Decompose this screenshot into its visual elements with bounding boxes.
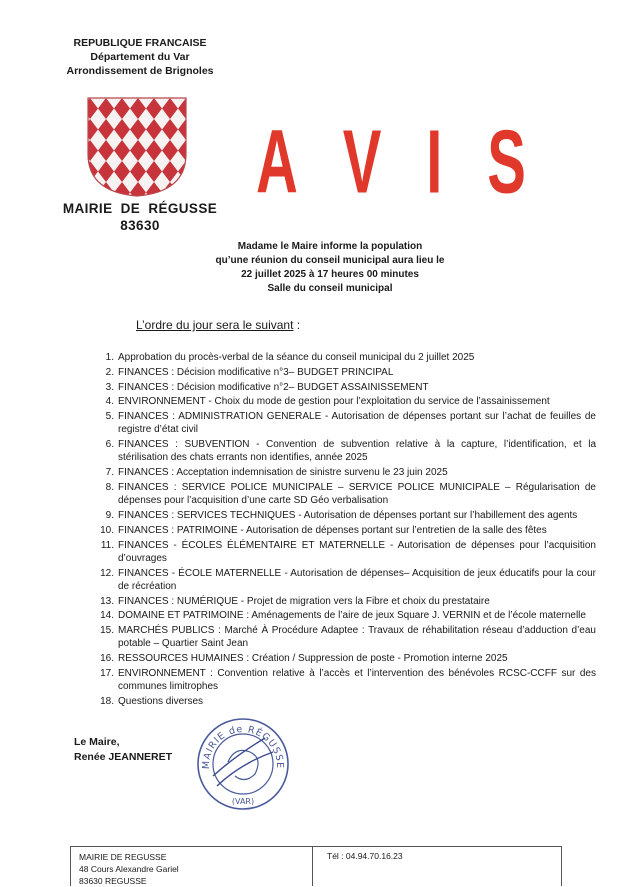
agenda-item	[96, 466, 596, 479]
agenda-item	[96, 395, 596, 408]
agenda-item	[96, 438, 596, 464]
agenda-item-text: FINANCES - ÉCOLE MATERNELLE - Autorisation de dépenses– Acquisition de jeux éducatifs pour la cour de récréation	[118, 567, 596, 592]
agenda-item-text: MARCHÉS PUBLICS : Marché À Procédure Adaptee : Travaux de réhabilitation réseau d’adduction d’eau potable – Quartier Saint Jean	[118, 625, 596, 650]
agenda-item-number: 10.	[100, 524, 114, 536]
agenda-item-number: 8.	[105, 481, 114, 493]
announcement-line: Madame le Maire informe la population	[237, 241, 423, 252]
footer-address	[79, 851, 179, 887]
avis-letter: S	[487, 111, 526, 213]
signature-block	[74, 735, 172, 765]
footer-address-line: MAIRIE DE REGUSSE	[79, 852, 167, 862]
agenda-item	[96, 366, 596, 379]
agenda-item-text: FINANCES : PATRIMOINE - Autorisation de dépenses portant sur l’entretien de la salle des fêtes	[118, 524, 547, 536]
announcement-line: 22 juillet 2025 à 17 heures 00 minutes	[241, 269, 419, 280]
agenda-item	[96, 652, 596, 665]
agenda-item	[96, 624, 596, 650]
footer-phone: Tél : 04.94.70.16.23	[327, 851, 403, 861]
avis-letter: A	[256, 111, 298, 213]
agenda-item-text: Questions diverses	[118, 695, 204, 707]
agenda-item-number: 14.	[100, 610, 114, 622]
header-block	[40, 36, 240, 78]
mairie-block	[50, 200, 230, 234]
agenda-item	[96, 539, 596, 565]
agenda-item-text: FINANCES - ÉCOLES ÉLÉMENTAIRE ET MATERNELLE - Autorisation de dépenses pour l’acquisition d’ouvrages	[118, 539, 596, 564]
agenda-item	[96, 695, 596, 708]
agenda-item-text: FINANCES : ADMINISTRATION GENERALE - Autorisation de dépenses portant sur l’achat de feuilles de registre d’état civil	[118, 411, 596, 436]
avis-letter: V	[342, 111, 382, 213]
agenda-item-text: FINANCES : Acceptation indemnisation de sinistre survenu le 23 juin 2025	[118, 467, 448, 479]
footer-divider	[312, 847, 313, 886]
agenda-list	[96, 351, 596, 710]
avis-letter: I	[426, 111, 443, 213]
agenda-item-number: 2.	[105, 366, 114, 378]
agenda-item	[96, 481, 596, 507]
signature-title: Le Maire,	[74, 736, 120, 748]
coat-of-arms-icon	[84, 96, 190, 198]
agenda-item-number: 16.	[100, 653, 114, 665]
agenda-item-number: 17.	[100, 667, 114, 679]
agenda-item	[96, 609, 596, 622]
agenda-item	[96, 595, 596, 608]
agenda-item-text: FINANCES : SERVICE POLICE MUNICIPALE – SERVICE POLICE MUNICIPALE – Régularisation de dépenses pour l’acquisition d’une carte SD Géo verbalisation	[118, 481, 596, 507]
agenda-item-text: DOMAINE ET PATRIMOINE : Aménagements de l’aire de jeux Square J. VERNIN et de l’école maternelle	[118, 610, 586, 622]
agenda-item-number: 9.	[105, 509, 114, 521]
agenda-item-text: FINANCES : SUBVENTION - Convention de subvention relative à la capture, l’identification, et la stérilisation des chats errants non identifies, année 2025	[118, 439, 596, 464]
agenda-item	[96, 667, 596, 693]
announcement	[180, 240, 480, 296]
agenda-item-number: 11.	[100, 539, 114, 551]
agenda-item-text: FINANCES : Décision modificative n°3– BUDGET PRINCIPAL	[118, 366, 394, 378]
agenda-item-text: RESSOURCES HUMAINES : Création / Suppression de poste - Promotion interne 2025	[118, 653, 508, 665]
announcement-line: Salle du conseil municipal	[267, 283, 393, 294]
header-republique: REPUBLIQUE FRANCAISE	[73, 37, 207, 49]
agenda-item-number: 18.	[100, 695, 114, 707]
agenda-item-number: 4.	[105, 396, 114, 408]
agenda-item-text: Approbation du procès-verbal de la séance du conseil municipal du 2 juillet 2025	[118, 352, 475, 363]
agenda-item-number: 5.	[105, 411, 114, 423]
agenda-item	[96, 567, 596, 593]
footer	[70, 846, 562, 886]
ordre-du-jour-label: L’ordre du jour sera le suivant	[136, 318, 294, 332]
header-arrondissement: Arrondissement de Brignoles	[66, 65, 214, 77]
svg-text:MAIRIE de RÉGUSSE: MAIRIE de RÉGUSSE	[200, 723, 286, 770]
signature-name: Renée JEANNERET	[74, 751, 173, 763]
svg-text:(VAR): (VAR)	[231, 797, 255, 806]
agenda-item-text: FINANCES : Décision modificative n°2– BUDGET ASSAINISSEMENT	[118, 381, 429, 393]
agenda-item	[96, 351, 596, 364]
agenda-item-number: 7.	[105, 467, 114, 479]
agenda-item	[96, 381, 596, 394]
agenda-item-number: 3.	[105, 381, 114, 393]
agenda-item-number: 6.	[105, 439, 114, 451]
ordre-du-jour-colon: :	[293, 318, 301, 332]
agenda-item-text: ENVIRONNEMENT - Choix du mode de gestion pour l’exploitation du service de l’assainissement	[118, 396, 550, 408]
agenda-item-text: ENVIRONNEMENT : Convention relative à l’accès et l’intervention des bénévoles RCSC-CCFF sur des communes limitrophes	[118, 667, 596, 693]
announcement-line: qu’une réunion du conseil municipal aura lieu le	[215, 255, 445, 266]
mairie-name: MAIRIE DE RÉGUSSE	[62, 201, 218, 216]
agenda-item	[96, 509, 596, 522]
avis-title	[256, 111, 526, 214]
agenda-item	[96, 524, 596, 537]
agenda-item-number: 1.	[105, 352, 114, 363]
agenda-item-text: FINANCES : NUMÉRIQUE - Projet de migration vers la Fibre et choix du prestataire	[118, 595, 490, 607]
footer-address-line: 83630 REGUSSE	[79, 876, 147, 886]
ordre-du-jour-heading	[136, 318, 300, 332]
header-departement: Département du Var	[90, 51, 190, 63]
agenda-item-number: 13.	[100, 595, 114, 607]
mairie-stamp-icon	[195, 716, 291, 812]
agenda-item-number: 12.	[100, 567, 114, 579]
mairie-postcode: 83630	[120, 218, 160, 233]
footer-address-line: 48 Cours Alexandre Gariel	[79, 864, 179, 874]
agenda-item-number: 15.	[100, 625, 114, 637]
agenda-item-text: FINANCES : SERVICES TECHNIQUES - Autorisation de dépenses portant sur l’habillement des agents	[118, 509, 578, 521]
agenda-item	[96, 410, 596, 436]
